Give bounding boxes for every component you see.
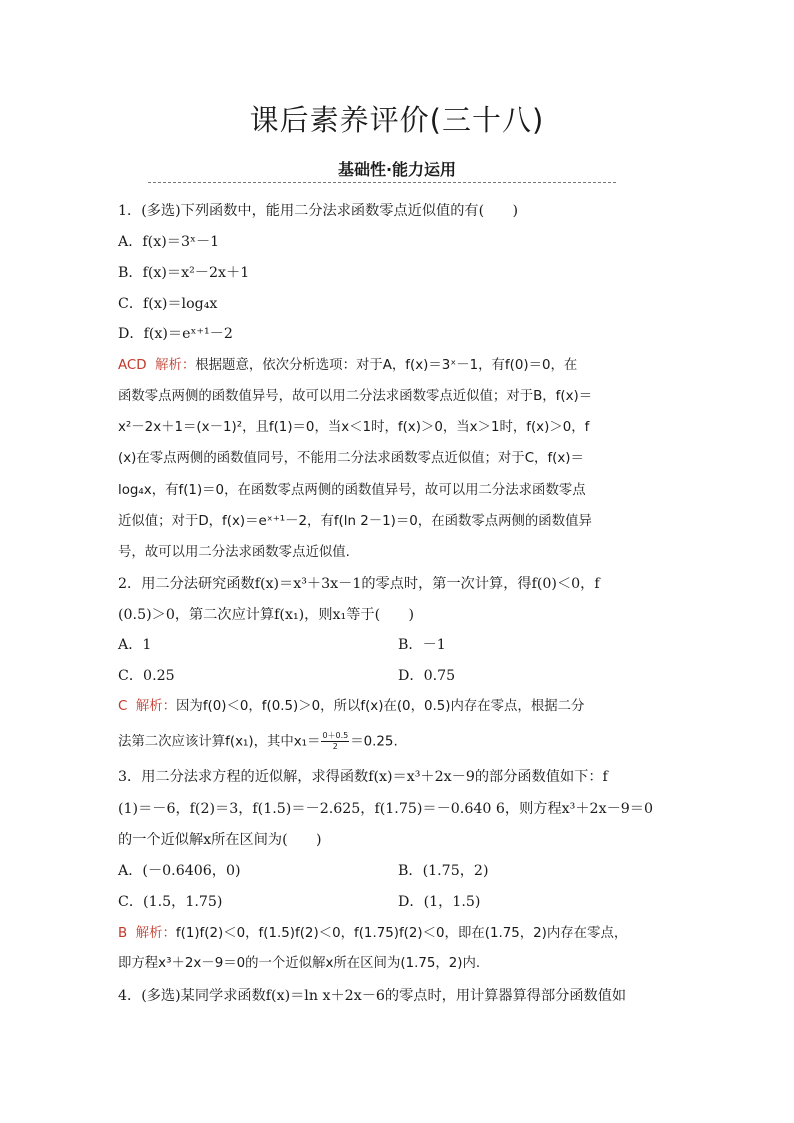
q2-fraction xyxy=(321,732,349,751)
q2-solution-text-2b: ＝0.25. xyxy=(350,734,398,750)
q1-solution-line-4: (x)在零点两侧的函数值同号，不能用二分法求函数零点近似值；对于C，f(x)＝ xyxy=(118,451,584,466)
q1-solution-line-5: log₄x，有f(1)＝0，在函数零点两侧的函数值异号，故可以用二分法求函数零点 xyxy=(118,483,586,498)
q2-option-c: C．0.25 xyxy=(118,668,175,684)
q3-solution-line-2: 即方程x³＋2x－9＝0的一个近似解x所在区间为(1.75，2)内. xyxy=(118,956,481,971)
q3-solution-line xyxy=(118,927,627,940)
page-title: 课后素养评价(三十八) xyxy=(249,103,545,137)
q2-solution-line-2 xyxy=(118,732,398,751)
q3-answer: B xyxy=(118,926,128,941)
q1-solution-line-6: 近似值；对于D，f(x)＝eˣ⁺¹－2，有f(ln 2－1)＝0，在函数零点两侧的函数值异 xyxy=(118,514,592,529)
q1-option-c: C．f(x)＝log₄x xyxy=(118,296,218,312)
q3-solution-text: f(1)f(2)＜0，f(1.5)f(2)＜0，f(1.75)f(2)＜0，即在(1.75，2)内存在零点， xyxy=(175,926,628,941)
q2-fraction-numerator: 0＋0.5 xyxy=(322,731,349,740)
q2-stem-line-1: 2．用二分法研究函数f(x)＝x³＋3x－1的零点时，第一次计算，得f(0)＜0，f xyxy=(118,576,600,592)
q1-solution-text: 根据题意，依次分析选项：对于A，f(x)＝3ˣ－1，有f(0)＝0，在 xyxy=(195,358,578,373)
q3-option-c: C．(1.5，1.75) xyxy=(118,894,223,910)
section-heading: 基础性·能力运用 xyxy=(337,160,457,179)
q2-solution-text: 因为f(0)＜0，f(0.5)＞0，所以f(x)在(0，0.5)内存在零点，根据二分 xyxy=(176,699,585,714)
q3-option-b: B．(1.75，2) xyxy=(398,863,489,879)
q2-option-d: D．0.75 xyxy=(398,668,456,684)
q3-option-a: A．(－0.6406，0) xyxy=(118,863,241,879)
q1-solution-line-2: 函数零点两侧的函数值异号，故可以用二分法求函数零点近似值；对于B，f(x)＝ xyxy=(118,389,593,404)
q2-solution-text-2a: 法第二次应该计算f(x₁)，其中x₁＝ xyxy=(118,734,321,750)
q1-solution-label: 解析： xyxy=(155,358,196,373)
q1-option-a: A．f(x)＝3ˣ－1 xyxy=(118,234,220,250)
q2-option-b: B．－1 xyxy=(398,637,446,653)
q2-solution-line xyxy=(118,700,584,713)
q2-fraction-denominator: 2 xyxy=(332,742,338,751)
q1-answer: ACD xyxy=(118,358,147,373)
q3-stem-line-1: 3．用二分法求方程的近似解，求得函数f(x)＝x³＋2x－9的部分函数值如下：f xyxy=(118,769,608,785)
q1-solution-line-7: 号，故可以用二分法求函数零点近似值. xyxy=(118,545,350,560)
q2-stem-line-2: (0.5)＞0，第二次应计算f(x₁)，则x₁等于( ) xyxy=(118,607,415,623)
q1-solution-line-3: x²－2x＋1＝(x－1)²，且f(1)＝0，当x＜1时，f(x)＞0，当x＞1时，f(x)＞0，f xyxy=(118,420,590,435)
q2-solution-label: 解析： xyxy=(135,699,177,714)
q1-option-d: D．f(x)＝eˣ⁺¹－2 xyxy=(118,326,233,342)
q4-stem-line-1: 4．(多选)某同学求函数f(x)＝ln x＋2x－6的零点时，用计算器算得部分函数值如 xyxy=(118,988,627,1004)
q1-stem: 1．(多选)下列函数中，能用二分法求函数零点近似值的有( ) xyxy=(118,203,519,219)
q2-answer: C xyxy=(118,699,128,714)
q2-option-a: A．1 xyxy=(118,637,152,653)
q3-stem-line-3: 的一个近似解x所在区间为( ) xyxy=(118,832,322,848)
dashed-divider xyxy=(148,182,616,183)
q1-option-b: B．f(x)＝x²－2x＋1 xyxy=(118,265,250,281)
q1-solution-line xyxy=(118,359,577,372)
q3-stem-line-2: (1)＝－6，f(2)＝3，f(1.5)＝－2.625，f(1.75)＝－0.640 6，则方程x³＋2x－9＝0 xyxy=(118,801,654,817)
q3-option-d: D．(1，1.5) xyxy=(398,894,481,910)
q3-solution-label: 解析： xyxy=(135,926,176,941)
